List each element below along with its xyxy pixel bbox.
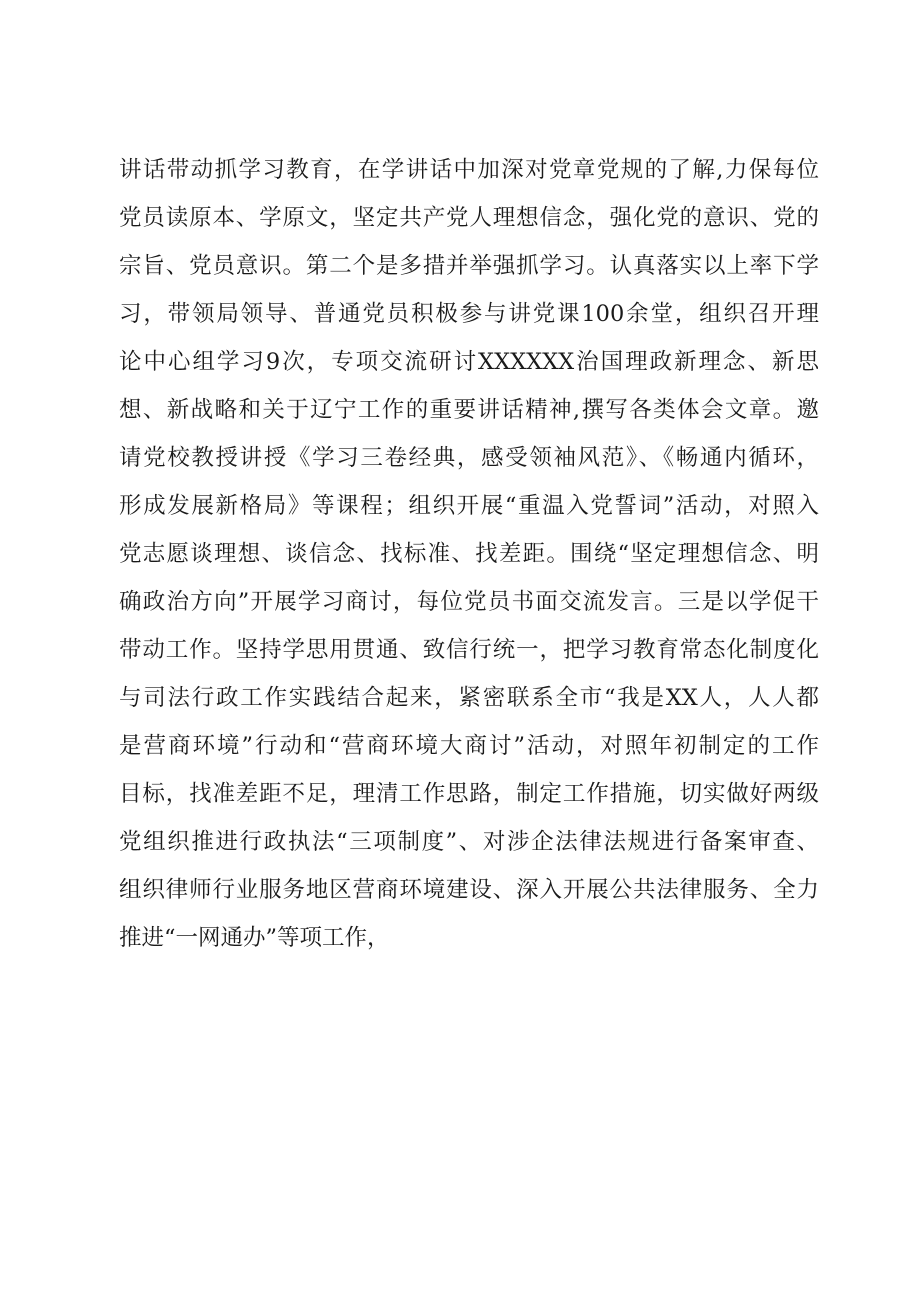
paragraph-line-2: 党员读原本、学原文，坚定共产党人理想信念，强化党的意识、党的 [119, 205, 819, 231]
paragraph-line-1: 讲话带动抓学习教育，在学讲话中加深对党章党规的了解,力保每位 [119, 157, 819, 183]
paragraph-line-13: 是营商环境”行动和“营商环境大商讨”活动，对照年初制定的工作 [119, 733, 819, 759]
paragraph-line-11: 带动工作。坚持学思用贯通、致信行统一，把学习教育常态化制度化 [119, 637, 819, 663]
body-paragraph [119, 146, 819, 962]
paragraph-line-3: 宗旨、党员意识。第二个是多措并举强抓学习。认真落实以上率下学 [119, 253, 819, 279]
paragraph-line-5: 论中心组学习9次，专项交流研讨XXXXXX治国理政新理念、新思 [119, 349, 819, 375]
paragraph-line-4: 习，带领局领导、普通党员积极参与讲党课100余堂，组织召开理 [119, 301, 819, 327]
paragraph-line-14: 目标，找准差距不足，理清工作思路，制定工作措施，切实做好两级 [119, 781, 819, 807]
paragraph-line-12: 与司法行政工作实践结合起来，紧密联系全市“我是XX人，人人都 [119, 685, 819, 711]
paragraph-line-17: 推进“一网通办”等项工作， [119, 925, 390, 951]
paragraph-line-15: 党组织推进行政执法“三项制度”、对涉企法律法规进行备案审查、 [119, 829, 819, 855]
paragraph-line-9: 党志愿谈理想、谈信念、找标准、找差距。围绕“坚定理想信念、明 [119, 541, 819, 567]
paragraph-line-8: 形成发展新格局》等课程；组织开展“重温入党誓词”活动，对照入 [119, 493, 819, 519]
paragraph-line-10: 确政治方向”开展学习商讨，每位党员书面交流发言。三是以学促干 [119, 589, 819, 615]
paragraph-line-6: 想、新战略和关于辽宁工作的重要讲话精神,撰写各类体会文章。邀 [119, 397, 819, 423]
paragraph-line-16: 组织律师行业服务地区营商环境建设、深入开展公共法律服务、全力 [119, 877, 819, 903]
paragraph-line-7: 请党校教授讲授《学习三卷经典，感受领袖风范》、《畅通内循环， [119, 445, 819, 471]
